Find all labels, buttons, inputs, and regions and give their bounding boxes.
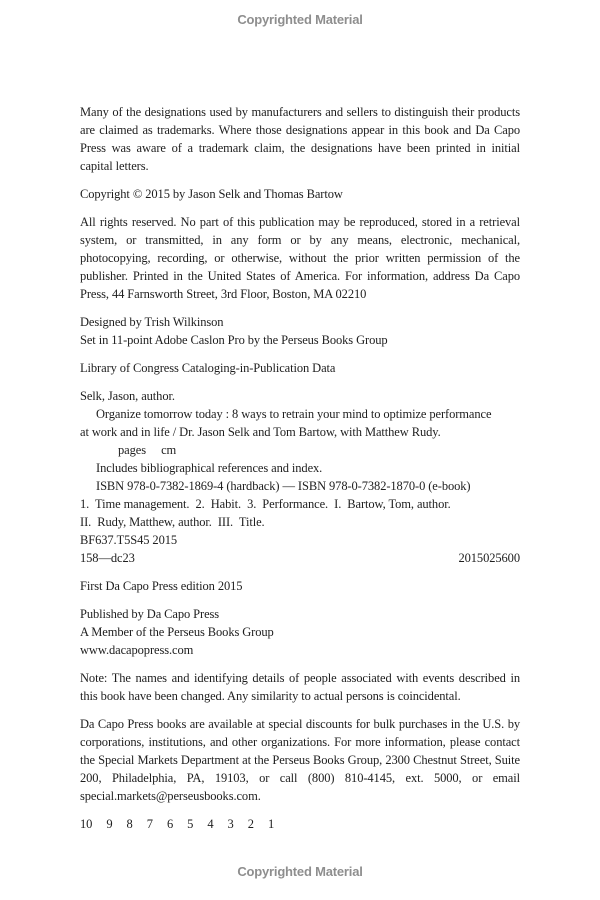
names-changed-note: Note: The names and identifying details of people associated with events described in this book have been changed. Any similarity to actual persons is coincidental.: [80, 671, 520, 703]
lccn-number: 2015025600: [458, 551, 520, 565]
cip-isbn-line: ISBN 978-0-7382-1869-4 (hardback) — ISBN 978-0-7382-1870-0 (e-book): [96, 479, 471, 493]
design-credit-designer: Designed by Trish Wilkinson: [80, 315, 224, 329]
cip-includes-line: Includes bibliographical references and index.: [96, 461, 323, 475]
cip-title-line: Organize tomorrow today : 8 ways to retrain your mind to optimize performance: [96, 407, 492, 421]
edition-line: First Da Capo Press edition 2015: [80, 579, 243, 593]
printers-key: 10 9 8 7 6 5 4 3 2 1: [80, 817, 275, 831]
publisher-block: [80, 605, 520, 659]
cip-dewey-lccn-row: [80, 549, 520, 567]
publisher-website: www.dacapopress.com: [80, 643, 194, 657]
special-markets-paragraph: Da Capo Press books are available at special discounts for bulk purchases in the U.S. by corporations, institutions, and other organizations. For more information, please contact the Special Markets Department at the Perseus Books Group, 2300 Chestnut Street, Suite 200, Philadelphia, PA, 19103, or call (800) 810-4145, ext. 5000, or email special.markets@perseusbooks.com.: [80, 717, 520, 803]
copyrighted-material-watermark-top: Copyrighted Material: [237, 12, 363, 27]
design-credit-typeface: Set in 11-point Adobe Caslon Pro by the Perseus Books Group: [80, 333, 388, 347]
rights-notice: All rights reserved. No part of this publication may be reproduced, stored in a retrieval system, or transmitted, in any form or by any means, electronic, mechanical, photocopying, recording, or otherwise, without the prior written permission of the publisher. Printed in the United States of America. For information, address Da Capo Press, 44 Farnsworth Street, 3rd Floor, Boston, MA 02210: [80, 215, 520, 301]
trademark-notice: Many of the designations used by manufacturers and sellers to distinguish their products are claimed as trademarks. Where those designations appear in this book and Da Capo Press was aware of a trademark claim, the designations have been printed in initial capital letters.: [80, 105, 520, 173]
cip-pages-cm-line: pages cm: [118, 443, 177, 457]
cip-call-number-line: BF637.T5S45 2015: [80, 533, 178, 547]
cip-subjects-line-1: 1. Time management. 2. Habit. 3. Performance. I. Bartow, Tom, author.: [80, 497, 451, 511]
copyrighted-material-watermark-bottom: Copyrighted Material: [237, 864, 363, 879]
cip-author-line: Selk, Jason, author.: [80, 389, 175, 403]
copyright-text-block: [80, 103, 520, 843]
cip-title-line-continued: at work and in life / Dr. Jason Selk and Tom Bartow, with Matthew Rudy.: [80, 425, 441, 439]
loc-cip-heading: Library of Congress Cataloging-in-Publication Data: [80, 361, 336, 375]
copyright-line: Copyright © 2015 by Jason Selk and Thomas Bartow: [80, 187, 343, 201]
dewey-number: 158—dc23: [80, 551, 135, 565]
publisher-member-line: A Member of the Perseus Books Group: [80, 625, 274, 639]
cip-subjects-line-2: II. Rudy, Matthew, author. III. Title.: [80, 515, 265, 529]
cip-block: [80, 387, 520, 567]
publisher-line: Published by Da Capo Press: [80, 607, 220, 621]
design-credit: [80, 313, 520, 349]
